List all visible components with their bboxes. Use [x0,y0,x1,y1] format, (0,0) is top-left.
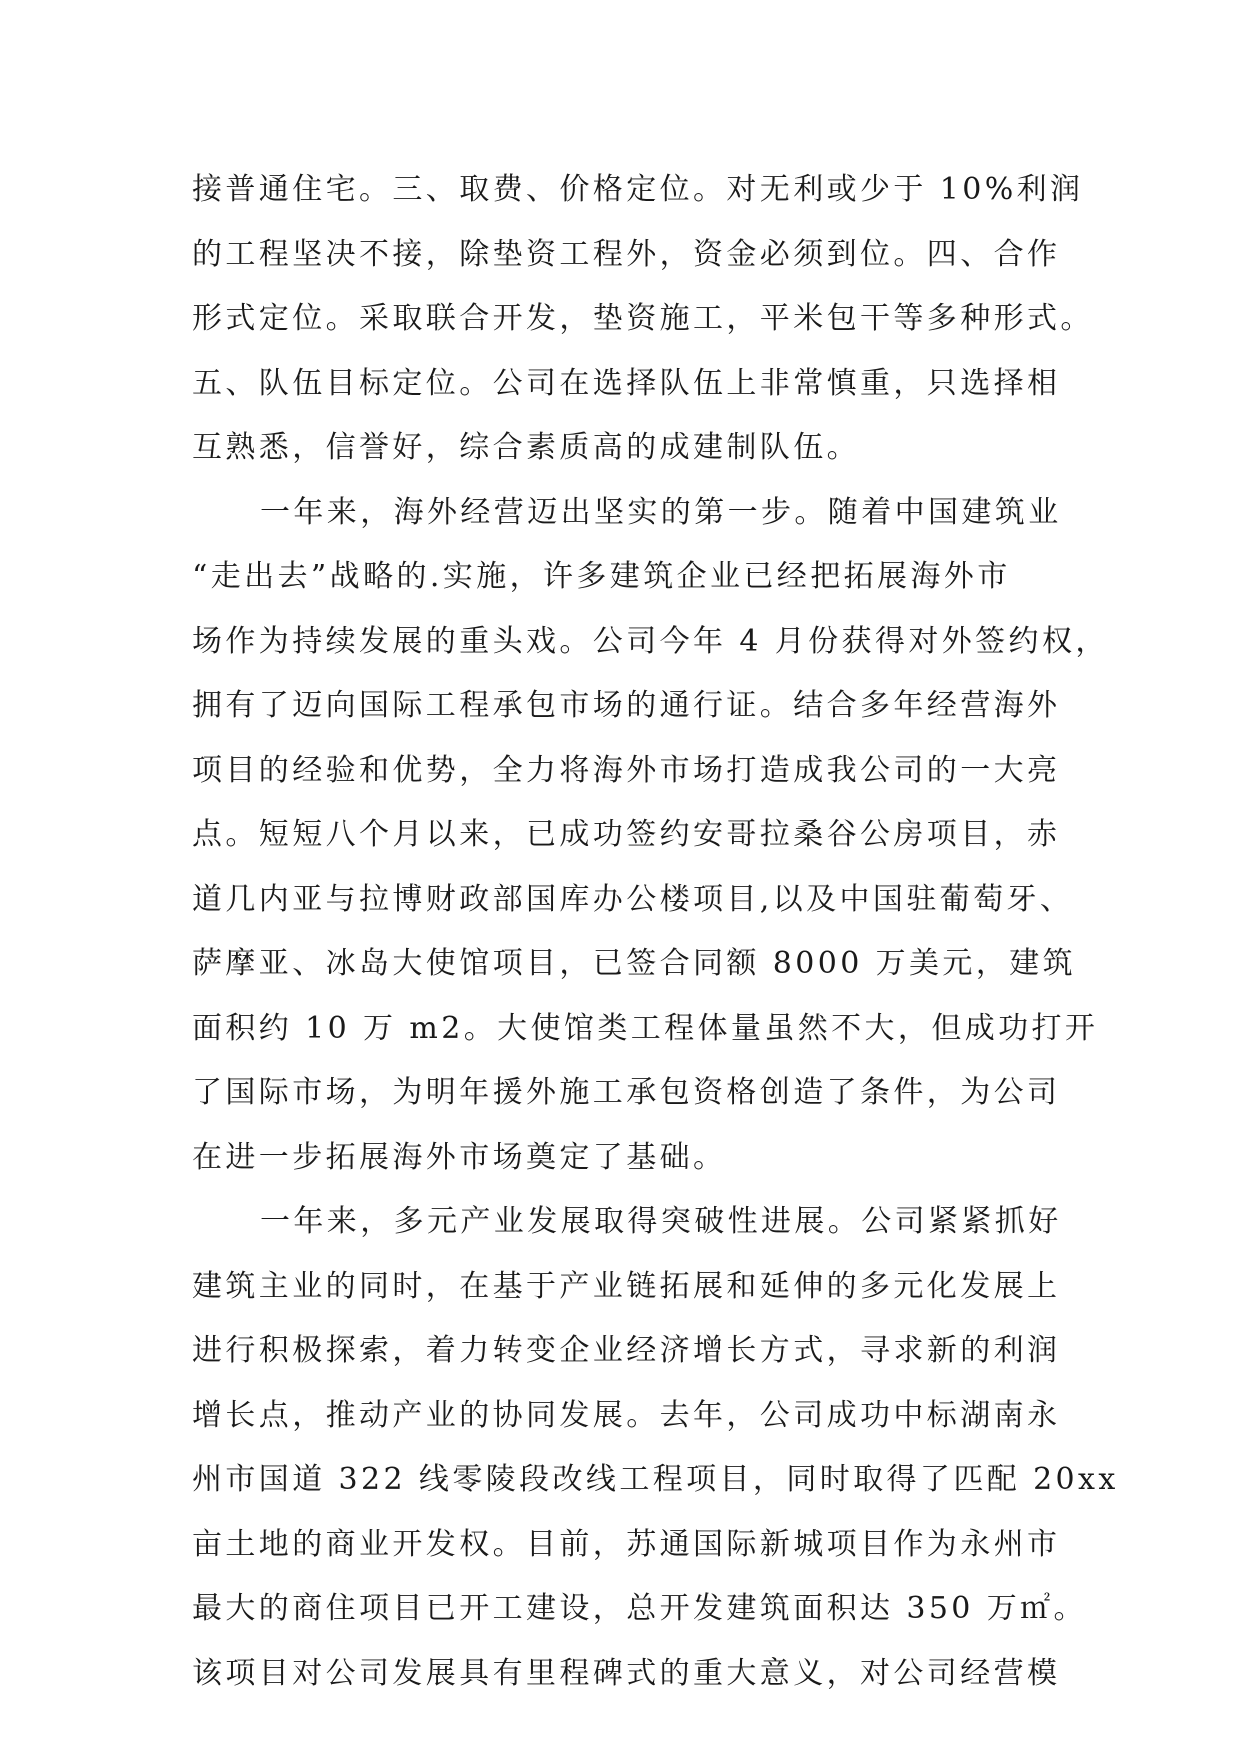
text-line: 道几内亚与拉博财政部国库办公楼项目,以及中国驻葡萄牙、 [192,881,1074,917]
text-line: 点。短短八个月以来，已成功签约安哥拉桑谷公房项目，赤 [192,817,1061,852]
text-line: 亩土地的商业开发权。目前，苏通国际新城项目作为永州市 [192,1526,1061,1562]
body-text [192,158,1119,1706]
text-line: 接普通住宅。三、取费、价格定位。对无利或少于 10%利润 [192,172,1084,207]
text-line: 该项目对公司发展具有里程碑式的重大意义，对公司经营模 [192,1655,1061,1691]
text-line: “走出去”战略的.实施，许多建筑企业已经把拓展海外市 [192,559,1011,594]
text-line: 在进一步拓展海外市场奠定了基础。 [192,1139,727,1175]
text-line: 进行积极探索，着力转变企业经济增长方式，寻求新的利润 [192,1333,1061,1368]
text-line: 了国际市场，为明年援外施工承包资格创造了条件，为公司 [192,1075,1061,1110]
text-line: 面积约 10 万 m2。大使馆类工程体量虽然不大，但成功打开 [192,1010,1099,1046]
text-line: 的工程坚决不接，除垫资工程外，资金必须到位。四、合作 [192,236,1061,272]
text-line: 互熟悉，信誉好，综合素质高的成建制队伍。 [192,430,860,465]
text-line: 拥有了迈向国际工程承包市场的通行证。结合多年经营海外 [192,688,1061,723]
text-line: 最大的商住项目已开工建设，总开发建筑面积达 350 万㎡。 [192,1591,1087,1626]
text-line: 形式定位。采取联合开发，垫资施工，平米包干等多种形式。 [192,301,1094,336]
text-line: 建筑主业的同时，在基于产业链拓展和延伸的多元化发展上 [192,1268,1061,1304]
text-line: 增长点，推动产业的协同发展。去年，公司成功中标湖南永 [192,1397,1061,1433]
text-line: 项目的经验和优势，全力将海外市场打造成我公司的一大亮 [192,752,1061,788]
paragraph-start-line: 一年来，多元产业发展取得突破性进展。公司紧紧抓好 [260,1204,1062,1239]
text-line: 五、队伍目标定位。公司在选择队伍上非常慎重，只选择相 [192,365,1061,401]
paragraph-start-line: 一年来，海外经营迈出坚实的第一步。随着中国建筑业 [260,494,1062,530]
text-line: 州市国道 322 线零陵段改线工程项目，同时取得了匹配 20xx [192,1462,1119,1497]
text-line: 场作为持续发展的重头戏。公司今年 4 月份获得对外签约权， [192,623,1109,659]
text-line: 萨摩亚、冰岛大使馆项目，已签合同额 8000 万美元，建筑 [192,946,1077,981]
